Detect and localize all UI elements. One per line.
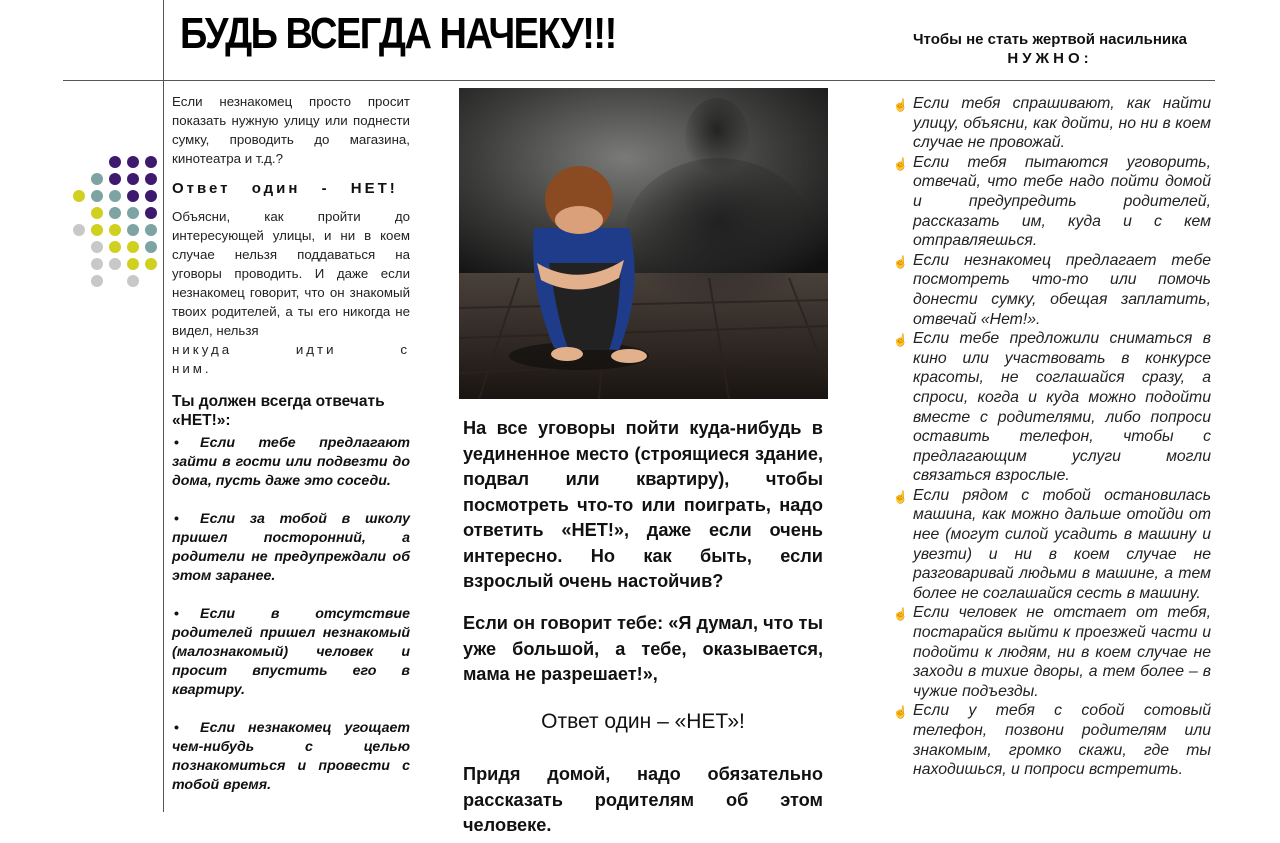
decorative-dot bbox=[127, 258, 139, 270]
decorative-dot bbox=[145, 258, 157, 270]
bullet-icon: • bbox=[174, 511, 179, 527]
decorative-dot bbox=[127, 275, 139, 287]
decorative-dot bbox=[91, 275, 103, 287]
decorative-dot bbox=[127, 190, 139, 202]
decorative-dot bbox=[109, 173, 121, 185]
decorative-dot bbox=[91, 258, 103, 270]
decorative-dot bbox=[145, 173, 157, 185]
left-column bbox=[172, 92, 410, 795]
right-list-item: ☝ Если тебе предложили сниматься в кино или участвовать в конкурсе красоты, не соглашайся сразу, а спроси, когда и куда можно подойти вместе с родителями, либо попроси оставить телефон, чтобы с предлагающим услуги могли связаться взрослые. bbox=[893, 330, 1211, 485]
pointing-hand-icon: ☝ bbox=[893, 333, 908, 348]
page-subtitle bbox=[885, 30, 1215, 68]
decorative-dot bbox=[127, 207, 139, 219]
left-bullet-item: • Если за тобой в школу пришел посторонний, а родители не предупреждали об этом заранее. bbox=[172, 511, 410, 584]
left-must-say: Ты должен всегда отвечать «НЕТ!»: bbox=[172, 393, 385, 429]
horizontal-divider bbox=[63, 80, 1215, 81]
decorative-dot bbox=[127, 241, 139, 253]
decorative-dot bbox=[109, 190, 121, 202]
pointing-hand-icon: ☝ bbox=[893, 156, 908, 171]
decorative-dot bbox=[91, 224, 103, 236]
decorative-dot bbox=[145, 190, 157, 202]
pointing-hand-icon: ☝ bbox=[893, 607, 908, 622]
decorative-dot bbox=[127, 173, 139, 185]
pointing-hand-icon: ☝ bbox=[893, 489, 908, 504]
left-bullet-list bbox=[172, 434, 410, 795]
left-bullet-item: • Если в отсутствие родителей пришел незнакомый (малознакомый) человек и просит впустить его в квартиру. bbox=[172, 606, 410, 698]
decorative-dot bbox=[145, 241, 157, 253]
right-list-item: ☝ Если незнакомец предлагает тебе посмотреть что-то или помочь донести сумку, обещая заплатить, отвечай «Нет!». bbox=[893, 251, 1211, 328]
decorative-dot bbox=[109, 258, 121, 270]
right-list-item: ☝ Если тебя спрашивают, как найти улицу, объясни, как дойти, но ни в коем случае не провожай. bbox=[893, 95, 1211, 152]
vertical-divider bbox=[163, 0, 164, 812]
decorative-dot bbox=[145, 207, 157, 219]
bullet-icon: • bbox=[174, 435, 179, 451]
left-bullet-item: • Если незнакомец угощает чем-нибудь с целью познакомиться и провести с тобой время. bbox=[172, 720, 410, 793]
pointing-hand-icon: ☝ bbox=[893, 98, 908, 112]
decorative-dot bbox=[145, 224, 157, 236]
pointing-hand-icon: ☝ bbox=[893, 254, 908, 269]
decorative-dot bbox=[73, 190, 85, 202]
right-list-item: ☝ Если рядом с тобой остановилась машина, как можно дальше отойди от нее (могут силой усадить в машину и увезти) и ни в коем случае не разговаривай людьми в машине, а тем более не соглашайся сесть в машину. bbox=[893, 486, 1211, 602]
page-title: БУДЬ ВСЕГДА НАЧЕКУ!!! bbox=[180, 10, 616, 59]
decorative-dot bbox=[127, 224, 139, 236]
right-list-item: ☝ Если человек не отстает от тебя, постарайся выйти к проезжей части и подойти к людям, ни в коем случае не заходи в тихие дворы, а тем более – в чужие подъезды. bbox=[893, 604, 1211, 700]
right-column bbox=[893, 94, 1211, 780]
right-list-item: ☝ Если тебя пытаются уговорить, отвечай, что тебе надо пойти домой и предупредить родителей, рассказать им, куда и с кем отправляешься. bbox=[893, 153, 1211, 250]
decorative-dot bbox=[91, 207, 103, 219]
left-intro: Если незнакомец просто просит показать нужную улицу или поднести сумку, проводить до магазина, кинотеатра и т.д.? bbox=[172, 94, 410, 166]
subtitle-line-2: НУЖНО: bbox=[1007, 50, 1093, 67]
left-bullet-item: • Если тебе предлагают зайти в гости или подвезти до дома, пусть даже это соседи. bbox=[172, 435, 410, 489]
decorative-dot bbox=[91, 173, 103, 185]
center-answer: Ответ один – «НЕТ»! bbox=[541, 710, 745, 733]
left-explain-tail: никуда идти с ним. bbox=[172, 342, 410, 376]
bullet-icon: • bbox=[174, 606, 179, 622]
subtitle-line-1: Чтобы не стать жертвой насильника bbox=[913, 31, 1187, 48]
center-paragraph-2: Если он говорит тебе: «Я думал, что ты уже большой, а тебе, оказывается, мама не разрешает!», bbox=[463, 613, 823, 684]
decorative-dot bbox=[127, 156, 139, 168]
decorative-dot bbox=[109, 156, 121, 168]
right-list-item: ☝ Если у тебя с собой сотовый телефон, позвони родителям или знакомым, громко скажи, где ты находишься, и попроси встретить. bbox=[893, 702, 1211, 779]
decorative-dot bbox=[109, 224, 121, 236]
left-explain: Объясни, как пройти до интересующей улицы, и ни в коем случае нельзя поддаваться на уговоры проводить. И даже если незнакомец говорит, что он знакомый твоих родителей, а ты его никогда не видел, нельзя bbox=[172, 209, 410, 338]
left-answer: Ответ один - НЕТ! bbox=[172, 180, 398, 197]
pointing-hand-icon: ☝ bbox=[893, 705, 908, 720]
child-photo bbox=[459, 88, 828, 399]
decorative-dot bbox=[91, 241, 103, 253]
decorative-dot bbox=[91, 190, 103, 202]
decorative-dot bbox=[109, 241, 121, 253]
center-paragraph-1: На все уговоры пойти куда-нибудь в уединенное место (строящиеся здание, подвал или квартиру), чтобы посмотреть что-то или поиграть, надо ответить «НЕТ!», даже если очень интересно. Но как быть, если взрослый очень настойчив? bbox=[463, 418, 823, 591]
decorative-dot bbox=[109, 207, 121, 219]
decorative-dot bbox=[145, 156, 157, 168]
decorative-dot bbox=[73, 224, 85, 236]
center-paragraph-3: Придя домой, надо обязательно рассказать родителям об этом человеке. bbox=[463, 764, 823, 835]
bullet-icon: • bbox=[174, 720, 179, 736]
